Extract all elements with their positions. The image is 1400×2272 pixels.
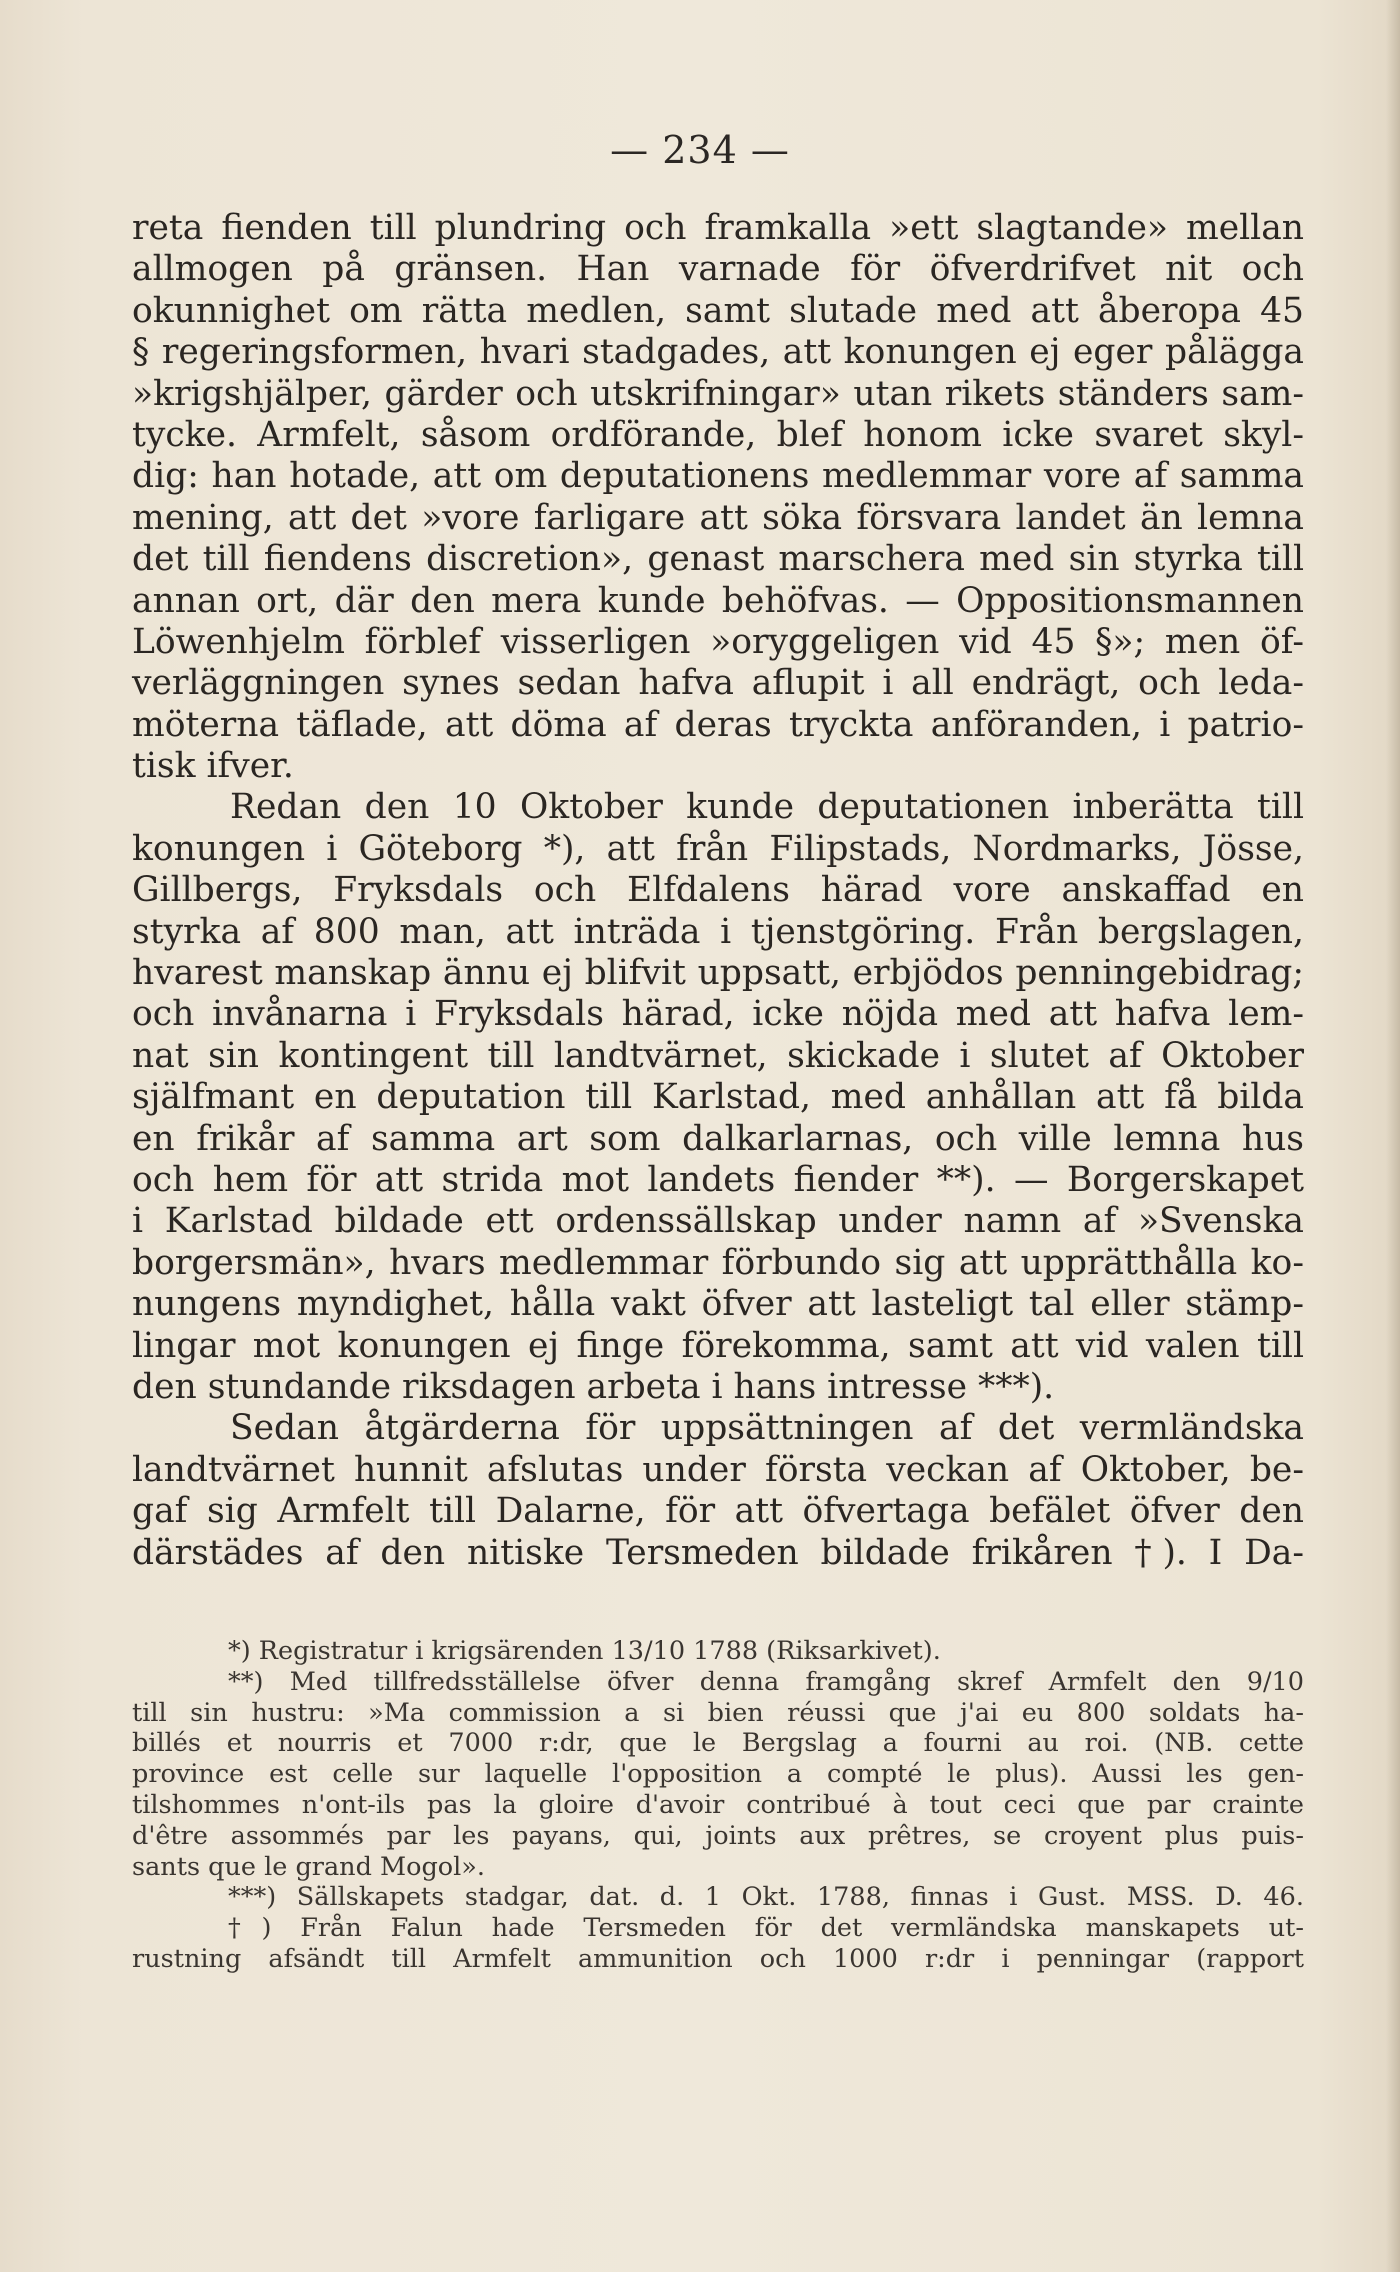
body-line: annan ort, där den mera kunde behöfvas. — Oppositionsmannen xyxy=(132,580,1304,621)
body-line: styrka af 800 man, att inträda i tjenstgöring. Från bergslagen, xyxy=(132,911,1304,952)
body-line: i Karlstad bildade ett ordenssällskap under namn af »Svenska xyxy=(132,1201,1304,1242)
footnote-line: province est celle sur laquelle l'opposition a compté le plus). Aussi les gen- xyxy=(132,1759,1304,1790)
body-line: borgersmän», hvars medlemmar förbundo sig att upprätthålla ko- xyxy=(132,1242,1304,1283)
footnote-line: d'être assommés par les payans, qui, joints aux prêtres, se croyent plus puis- xyxy=(132,1820,1304,1851)
footnote-line: *) Registratur i krigsärenden 13/10 1788 (Riksarkivet). xyxy=(228,1636,941,1666)
footnote-line: tilshommes n'ont-ils pas la gloire d'avoir contribué à tout ceci que par crainte xyxy=(132,1789,1304,1820)
body-line: därstädes af den nitiske Tersmeden bildade frikåren †). I Da- xyxy=(132,1532,1304,1573)
body-line: tisk ifver. xyxy=(132,746,294,787)
body-line: allmogen på gränsen. Han varnade för öfverdrifvet nit och xyxy=(132,249,1304,290)
body-line: lingar mot konungen ej finge förekomma, samt att vid valen till xyxy=(132,1325,1304,1366)
footnote-line: ***) Sällskapets stadgar, dat. d. 1 Okt. 1788, finnas i Gust. MSS. D. 46. xyxy=(228,1882,1304,1913)
paragraph-start-line: Sedan åtgärderna för uppsättningen af det vermländska xyxy=(230,1408,1304,1449)
footnote-line: till sin hustru: »Ma commission a si bien réussi que j'ai eu 800 soldats ha- xyxy=(132,1697,1304,1728)
footnotes xyxy=(132,1636,1304,1975)
footnote-line: †) Från Falun hade Tersmeden för det vermländska manskapets ut- xyxy=(228,1913,1304,1944)
body-line: konungen i Göteborg *), att från Filipstads, Nordmarks, Jösse, xyxy=(132,828,1304,869)
body-line: tycke. Armfelt, såsom ordförande, blef honom icke svaret skyl- xyxy=(132,414,1304,455)
footnote-line: sants que le grand Mogol». xyxy=(132,1851,486,1882)
body-line: nat sin kontingent till landtvärnet, skickade i slutet af Oktober xyxy=(132,1035,1304,1076)
body-line: nungens myndighet, hålla vakt öfver att lasteligt tal eller stämp- xyxy=(132,1284,1304,1325)
body-line: reta fienden till plundring och framkalla »ett slagtande» mellan xyxy=(132,208,1304,248)
body-text xyxy=(132,208,1304,1574)
body-line: gaf sig Armfelt till Dalarne, för att öfvertaga befälet öfver den xyxy=(132,1491,1304,1532)
body-line: okunnighet om rätta medlen, samt slutade med att åberopa 45 xyxy=(132,290,1304,331)
body-line: själfmant en deputation till Karlstad, med anhållan att få bilda xyxy=(132,1077,1304,1118)
body-line: landtvärnet hunnit afslutas under första veckan af Oktober, be- xyxy=(132,1449,1304,1490)
body-line: det till fiendens discretion», genast marschera med sin styrka till xyxy=(132,539,1304,580)
body-line: den stundande riksdagen arbeta i hans intresse ***). xyxy=(132,1366,1055,1407)
page-number: — 234 — xyxy=(610,128,790,172)
body-line: § regeringsformen, hvari stadgades, att konungen ej eger pålägga xyxy=(132,332,1304,373)
body-line: och hem för att strida mot landets fiender **). — Borgerskapet xyxy=(132,1159,1304,1200)
body-line: verläggningen synes sedan hafva aflupit i all endrägt, och leda- xyxy=(132,663,1304,704)
page-edge-shadow xyxy=(1386,0,1400,2272)
body-line: och invånarna i Fryksdals härad, icke nöjda med att hafva lem- xyxy=(132,994,1304,1035)
body-line: Löwenhjelm förblef visserligen »oryggeligen vid 45 §»; men öf- xyxy=(132,621,1304,662)
body-line: mening, att det »vore farligare att söka försvara landet än lemna xyxy=(132,497,1304,538)
body-line: hvarest manskap ännu ej blifvit uppsatt, erbjödos penningebidrag; xyxy=(132,953,1304,994)
footnote-line: rustning afsändt till Armfelt ammunition och 1000 r:dr i penningar (rapport xyxy=(132,1943,1304,1974)
body-line: en frikår af samma art som dalkarlarnas, och ville lemna hus xyxy=(132,1118,1304,1159)
footnote-line: billés et nourris et 7000 r:dr, que le Bergslag a fourni au roi. (NB. cette xyxy=(132,1728,1304,1759)
body-line: »krigshjälper, gärder och utskrifningar» utan rikets ständers sam- xyxy=(132,373,1304,414)
body-line: dig: han hotade, att om deputationens medlemmar vore af samma xyxy=(132,456,1304,497)
body-line: möterna täflade, att döma af deras tryckta anföranden, i patrio- xyxy=(132,704,1304,745)
body-line: Gillbergs, Fryksdals och Elfdalens härad vore anskaffad en xyxy=(132,870,1304,911)
paragraph-start-line: Redan den 10 Oktober kunde deputationen inberätta till xyxy=(230,787,1304,828)
footnote-line: **) Med tillfredsställelse öfver denna framgång skref Armfelt den 9/10 xyxy=(228,1666,1304,1697)
